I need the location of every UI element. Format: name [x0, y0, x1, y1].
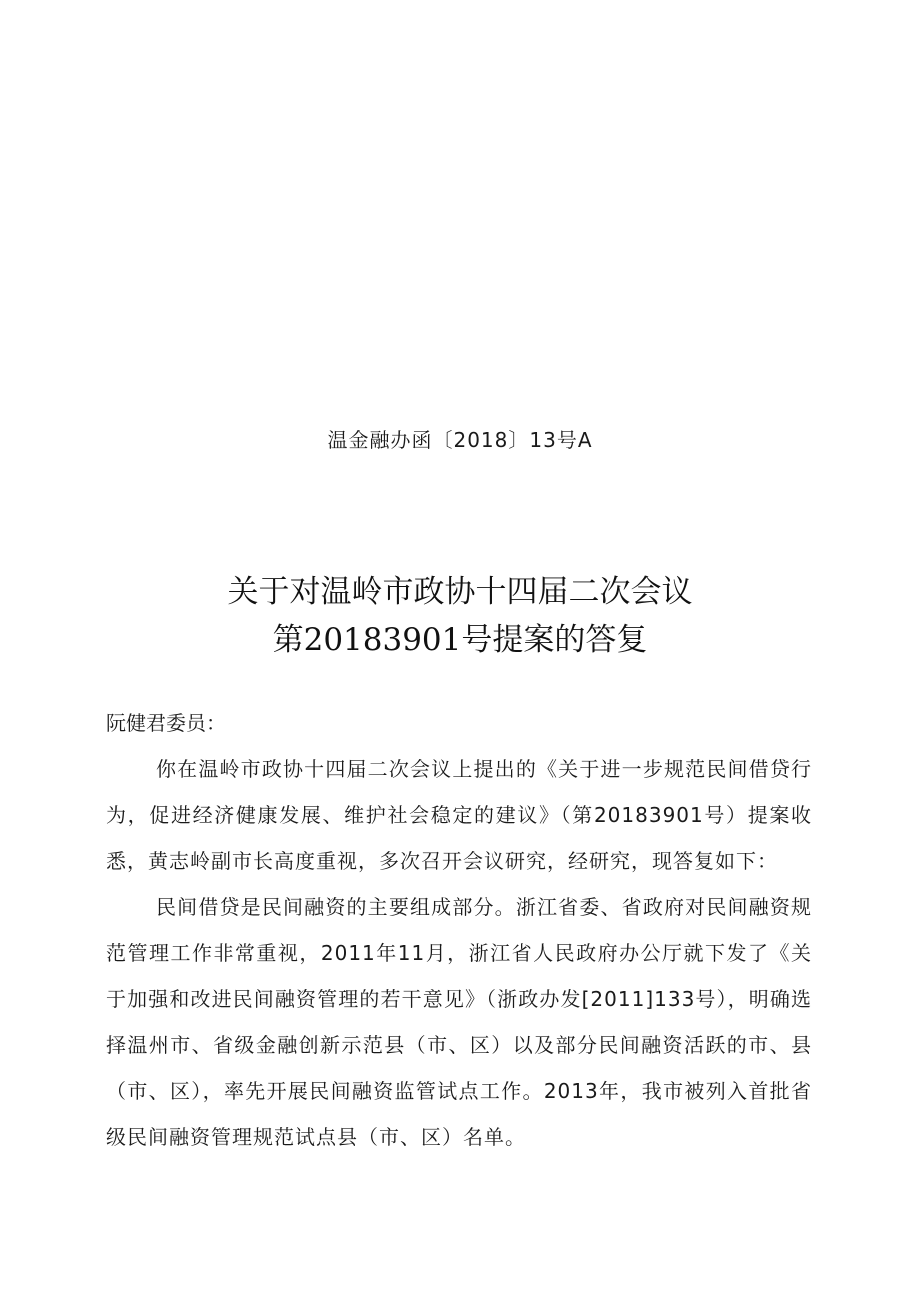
document-number: 温金融办函〔2018〕13号A [327, 428, 593, 452]
salutation: 阮健君委员： [106, 711, 226, 735]
paragraph-2: 民间借贷是民间融资的主要组成部分。浙江省委、省政府对民间融资规范管理工作非常重视，2011年11月，浙江省人民政府办公厅就下发了《关于加强和改进民间融资管理的若干意见》（浙政办发[2011]133号），明确选择温州市、省级金融创新示范县（市、区）以及部分民间融资活跃的市、县（市、区），率先开展民间融资监管试点工作。2013年，我市被列入首批省级民间融资管理规范试点县（市、区）名单。 [106, 895, 812, 1149]
document-title [0, 568, 920, 664]
paragraph-1: 你在温岭市政协十四届二次会议上提出的《关于进一步规范民间借贷行为，促进经济健康发展、维护社会稳定的建议》（第20183901号）提案收悉，黄志岭副市长高度重视，多次召开会议研究，经研究，现答复如下： [106, 757, 812, 873]
title-line-2: 第20183901号提案的答复 [272, 622, 648, 658]
document-body [106, 700, 812, 1160]
title-line-1: 关于对温岭市政协十四届二次会议 [227, 574, 693, 610]
